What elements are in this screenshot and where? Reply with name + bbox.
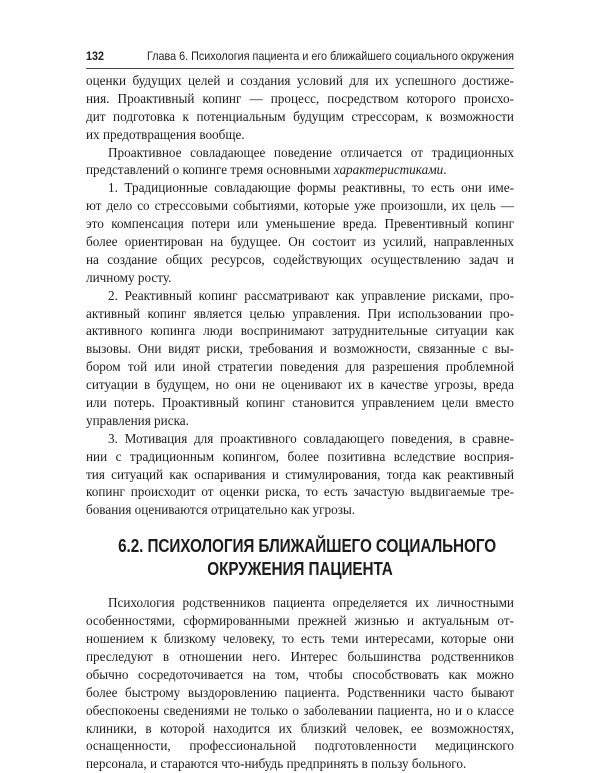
page-body: [86, 72, 514, 773]
section-heading-line-2: ОКРУЖЕНИЯ ПАЦИЕНТА: [207, 559, 393, 580]
text-line: оценки будущих целей и создания условий для их успешного достиже-: [86, 73, 514, 88]
text-line: ют дело со стрессовыми событиями, которые уже произошли, их цель —: [86, 198, 514, 214]
text-line: или потерь. Проактивный копинг становится управлением цели вместо: [86, 395, 514, 411]
text-line: 2. Реактивный копинг рассматривают как управление рисками, про-: [108, 287, 514, 303]
text-line: преследуют в отношении него. Интерес большинства родственников: [86, 648, 514, 664]
section-text-relatives: [86, 594, 514, 773]
text-line: их предотвращения вообще.: [86, 126, 245, 142]
text-line: личному росту.: [86, 269, 172, 285]
text-line: копинг происходит от оценки риска, то есть зачастую выдвигаемые тре-: [86, 484, 514, 500]
text-line: Психология родственников пациента определяется их личностными: [108, 595, 514, 611]
section-text-coping: [86, 72, 514, 519]
text-line: 1. Традиционные совладающие формы реактивны, то есть они име-: [108, 180, 514, 196]
text-line: это компенсация потери или уменьшение вреда. Превентивный копинг: [86, 216, 514, 232]
text-line: управления риска.: [86, 412, 189, 428]
running-title: Глава 6. Психология пациента и его ближайшего социального окружения: [147, 50, 514, 63]
text-line: ситуации в будущем, но они не оценивают их в качестве угрозы, вреда: [86, 377, 514, 393]
text-line: бования оцениваются отрицательно как угрозы.: [86, 502, 356, 518]
text-line: обеспокоены сведениями не только о заболевании пациента, но и о классе: [86, 702, 514, 718]
text-line: нии с традиционным копингом, более позитивна вследствие восприя-: [86, 448, 514, 464]
section-heading: [86, 535, 514, 581]
text-line: дит подготовка к потенциальным будущим стрессорам, к возможности: [86, 108, 514, 124]
text-line: персонала, и стараются что-нибудь предпринять в пользу больного.: [86, 756, 467, 772]
section-heading-line-1: 6.2. ПСИХОЛОГИЯ БЛИЖАЙШЕГО СОЦИАЛЬНОГО: [118, 536, 497, 557]
text-line: тия ситуаций как оспаривания и стимулирования, тогда как реактивный: [86, 466, 514, 482]
text-line: на создание общих ресурсов, содействующих осуществлению задач и: [86, 251, 514, 267]
text-line: представлений о копинге тремя основными характеристиками.: [86, 162, 447, 178]
text-line: 3. Мотивация для проактивного совладающего поведения, в сравне-: [108, 430, 514, 446]
emphasis-term: характеристиками: [333, 162, 444, 178]
text-line: более быстрому выздоровлению пациента. Родственники часто бывают: [86, 684, 514, 700]
text-line: клиники, в которой находится их близкий человек, ее возможностях,: [86, 720, 514, 736]
running-header: [86, 50, 514, 63]
header-rule: [86, 68, 514, 69]
text-line: вызовы. Они видят риски, требования и возможности, связанные с вы-: [86, 341, 514, 357]
text-line: ношением к близкому человеку, то есть теми интересами, которые они: [86, 631, 514, 647]
text-line: Проактивное совладающее поведение отличается от традиционных: [108, 144, 514, 160]
text-line: бором той или иной стратегии поведения для разрешения проблемной: [86, 359, 514, 375]
text-line: активный копинг является целью управления. При использовании про-: [86, 305, 514, 321]
text-line: активного копинга люди воспринимают затруднительные ситуации как: [86, 323, 514, 339]
text-line: особенностями, сформированными прежней жизнью и актуальным от-: [86, 613, 514, 629]
text-line: ния. Проактивный копинг — процесс, посредством которого происхо-: [86, 90, 514, 106]
text-line: более ориентирован на будущее. Он состоит из усилий, направленных: [86, 234, 514, 250]
text-line: обычно сосредоточивается на том, чтобы способствовать как можно: [86, 666, 514, 682]
text-line: оснащенности, профессиональной подготовленности медицинского: [86, 738, 514, 754]
page-number: 132: [86, 50, 104, 63]
